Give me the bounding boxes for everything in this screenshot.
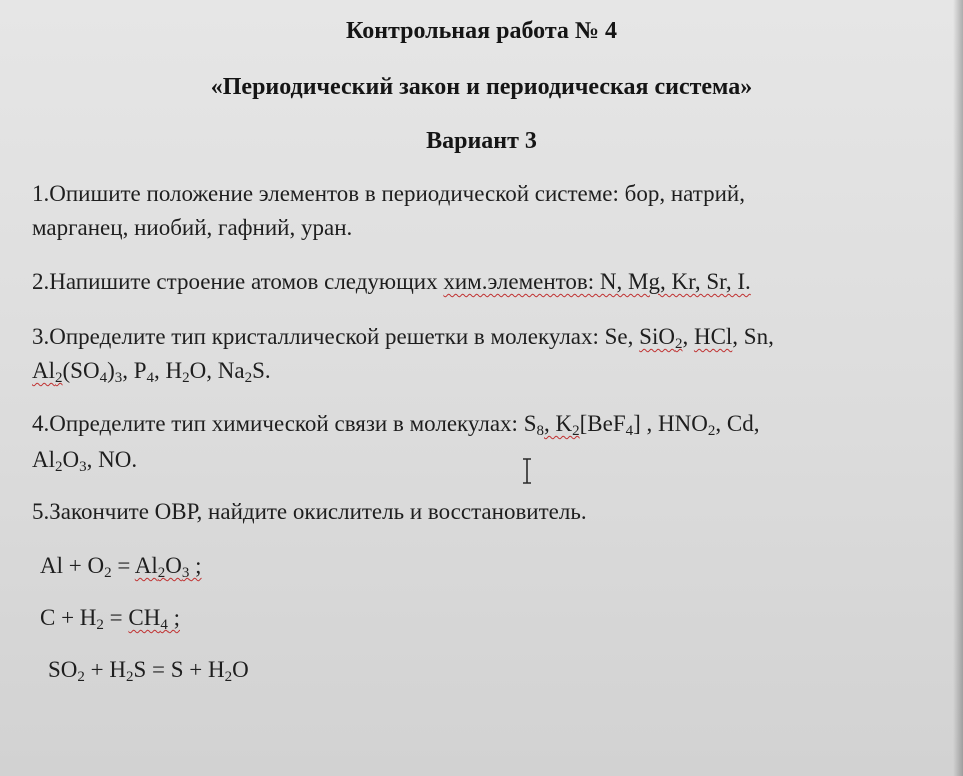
document-title: Контрольная работа № 4 <box>345 18 618 44</box>
subscript: 2 <box>96 617 104 633</box>
equation-2 <box>40 604 180 632</box>
variant-label: Вариант 3 <box>426 128 537 154</box>
formula-part: = <box>103 605 129 630</box>
formula-part: [BeF <box>579 411 626 436</box>
question-3-line-2 <box>32 357 271 385</box>
subscript: 4 <box>625 423 634 439</box>
subscript: 8 <box>536 423 544 439</box>
subscript: 2 <box>572 423 580 439</box>
formula-part: ) <box>107 358 115 383</box>
formula-part: O <box>232 657 249 682</box>
formula-part: SO <box>48 657 78 682</box>
subscript: 2 <box>104 565 112 581</box>
equation-1 <box>40 552 202 580</box>
formula-part: Al <box>32 358 55 383</box>
subscript: 2 <box>77 669 85 685</box>
edge-shadow <box>953 0 963 776</box>
formula-part: O <box>62 447 80 472</box>
question-4-line-2 <box>32 446 137 474</box>
question-3-line-1 <box>32 323 774 351</box>
formula-part: S. <box>252 358 271 383</box>
formula-part: , K <box>544 411 573 436</box>
subscript: 3 <box>79 459 87 475</box>
formula-sio2 <box>639 324 683 352</box>
text-cursor-icon <box>521 458 533 484</box>
formula-part: (SO <box>62 358 100 383</box>
subscript: 3 <box>181 565 190 581</box>
question-4-text: 4.Определите тип химической связи в молекулах: <box>32 411 524 436</box>
question-3-text: 3.Определите тип кристаллической решетки в молекулах: Se, <box>32 324 640 349</box>
formula-k2befe4 <box>544 411 580 439</box>
question-4-line-1 <box>32 410 759 438</box>
formula-part: ; <box>167 605 180 630</box>
formula-part: Al + O <box>40 553 105 578</box>
subscript: 2 <box>157 565 166 581</box>
subscript: 4 <box>99 370 108 386</box>
formula-part: = <box>111 553 135 578</box>
subscript: 3 <box>114 370 123 386</box>
formula-part: , NO. <box>86 447 138 472</box>
separator: , <box>682 324 694 349</box>
formula-part: ; <box>189 553 202 578</box>
question-1-line-2: марганец, ниобий, гафний, уран. <box>32 215 353 240</box>
formula-part: , Cd, <box>715 411 760 436</box>
subscript: 4 <box>160 617 168 633</box>
question-5: 5.Закончите ОВР, найдите окислитель и восстановитель. <box>32 499 587 524</box>
formula-part: , H <box>154 358 183 383</box>
formula-part: S = S + H <box>133 657 225 682</box>
formula-al2so43 <box>32 358 63 386</box>
subscript: 2 <box>55 459 63 475</box>
formula-part: O, Na <box>189 358 245 383</box>
formula-part: Al <box>32 447 55 472</box>
formula-part: O <box>165 553 182 578</box>
subscript: 2 <box>244 370 253 386</box>
subscript: 2 <box>674 336 683 352</box>
subscript: 2 <box>126 669 134 685</box>
formula-ch4 <box>128 605 180 633</box>
formula-part: S <box>523 411 537 436</box>
subscript: 2 <box>224 669 233 685</box>
subscript: 2 <box>55 370 63 386</box>
subscript: 2 <box>182 370 190 386</box>
question-2 <box>32 268 751 296</box>
question-1-line-1: 1.Опишите положение элементов в периодической системе: бор, натрий, <box>32 181 745 206</box>
formula-part: CH <box>128 605 161 630</box>
formula-part: + H <box>84 657 126 682</box>
formula-part: SiO <box>639 324 675 349</box>
question-2-text: 2.Напишите строение атомов следующих <box>32 269 444 294</box>
equation-3 <box>48 656 249 684</box>
subscript: 4 <box>146 370 155 386</box>
formula-part: , HNO <box>640 411 708 436</box>
formula-al2o3 <box>134 553 202 581</box>
formula-hcl: HCl <box>693 324 733 349</box>
formula-part: , P <box>122 358 147 383</box>
formula-part: Al <box>134 553 158 578</box>
subscript: 2 <box>707 423 716 439</box>
question-2-elements: хим.элементов: N, Mg, Kr, Sr, I. <box>443 269 751 294</box>
separator: , Sn, <box>732 324 774 349</box>
formula-part: ] <box>633 411 641 436</box>
document-subtitle: «Периодический закон и периодическая система» <box>210 74 753 100</box>
formula-part: C + H <box>40 605 97 630</box>
